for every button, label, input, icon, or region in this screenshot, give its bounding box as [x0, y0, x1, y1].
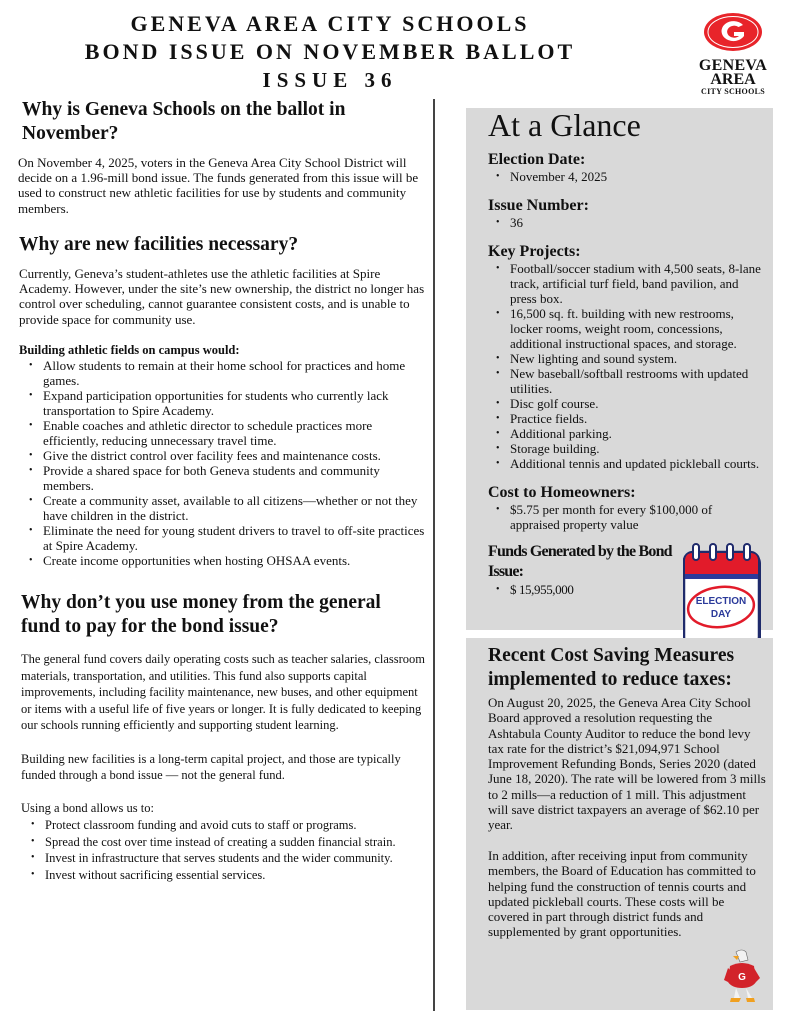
- logo-line-area: AREA: [710, 71, 756, 88]
- key-projects-label: Key Projects:: [488, 243, 581, 260]
- list-item: • Provide a shared space for both Geneva students and community members.: [43, 463, 429, 493]
- list-item: • Create a community asset, available to all citizens—whether or not they have children in the district.: [43, 493, 429, 523]
- tennis-courts-body: In addition, after receiving input from community members, the Board of Education has committed to helping fund the construction of tennis courts and updated pickleball courts. These costs will be covered in part through district funds and supplemented by grant opportunities.: [488, 847, 756, 940]
- bond-benefits-list: [21, 817, 431, 883]
- eagle-mascot-icon: [722, 948, 764, 1004]
- issue-number-value: • 36: [510, 215, 763, 230]
- list-item: • New baseball/softball restrooms with updated utilities.: [510, 366, 763, 396]
- list-item: • Spread the cost over time instead of creating a sudden financial strain.: [45, 834, 431, 851]
- list-item: • Additional parking.: [510, 426, 763, 441]
- section-ballot-body: On November 4, 2025, voters in the Geneva Area City School District will decide on a 1.96-mill bond issue. The funds generated from this issue will be used to construct new athletic facilities for use by students and community members.: [18, 155, 419, 216]
- list-item: • Invest in infrastructure that serves students and the wider community.: [45, 850, 431, 867]
- list-item: • Disc golf course.: [510, 396, 763, 411]
- list-item: • 16,500 sq. ft. building with new restrooms, locker rooms, weight room, concessions, additional instructional spaces, and storage.: [510, 306, 763, 351]
- cost-list: [488, 502, 760, 532]
- logo-line-city-schools: CITY SCHOOLS: [701, 87, 765, 96]
- list-item: • Eliminate the need for young student drivers to travel to off-site practices at Spire Academy.: [43, 523, 429, 553]
- bond-benefits-intro: Using a bond allows us to:: [21, 801, 154, 816]
- district-logo: [693, 12, 773, 100]
- cost-saving-heading: Recent Cost Saving Measures implemented to reduce taxes:: [488, 645, 735, 690]
- funds-value: • $ 15,955,000: [510, 582, 763, 597]
- section-facilities-body: Currently, Geneva’s student-athletes use the athletic facilities at Spire Academy. However, under the site’s new ownership, the district no longer has control over scheduling, cannot guarantee consistent costs, and is unable to provide space for community use.: [19, 266, 425, 327]
- masthead-subtitle: BOND ISSUE ON NOVEMBER BALLOT: [84, 39, 576, 64]
- key-projects-list: [488, 261, 763, 471]
- cost-value: • $5.75 per month for every $100,000 of appraised property value: [510, 502, 760, 532]
- list-item: • Create income opportunities when hosting OHSAA events.: [43, 553, 429, 568]
- list-item: • Enable coaches and athletic director to schedule practices more efficiently, reducing unnecessary travel time.: [43, 418, 429, 448]
- section-facilities: [19, 233, 429, 568]
- list-item: • Expand participation opportunities for students who currently lack transportation to Spire Academy.: [43, 388, 429, 418]
- general-fund-body: The general fund covers daily operating costs such as teacher salaries, classroom materials, transportation, and utilities. This fund also supports capital improvements, including facility maintenance, new buses, and other equipment or items with a useful life of five years or longer. It is fully dedicated to keeping our schools running efficiently and supporting student learning.: [21, 652, 426, 733]
- funds-label: Funds Generated by the Bond Issue:: [488, 543, 672, 580]
- at-a-glance-title: At a Glance: [488, 107, 641, 143]
- masthead-issue: ISSUE 36: [262, 68, 398, 92]
- list-item: • New lighting and sound system.: [510, 351, 763, 366]
- issue-number-label: Issue Number:: [488, 197, 589, 214]
- section-ballot: [18, 98, 419, 216]
- calendar-line2: DAY: [710, 609, 732, 620]
- election-date-label: Election Date:: [488, 151, 586, 168]
- cost-label: Cost to Homeowners:: [488, 484, 636, 501]
- calendar-line1: ELECTION: [695, 596, 747, 607]
- capital-project-body: Building new facilities is a long-term capital project, and those are typically funded through a bond issue — not the general fund.: [21, 751, 401, 783]
- election-date-value: • November 4, 2025: [510, 169, 763, 184]
- list-item: • Storage building.: [510, 441, 763, 456]
- masthead: [0, 10, 660, 94]
- column-divider: [433, 99, 435, 1011]
- masthead-title: GENEVA AREA CITY SCHOOLS: [130, 11, 530, 36]
- list-item: • Give the district control over facility fees and maintenance costs.: [43, 448, 429, 463]
- section-general-fund: [21, 591, 431, 883]
- benefits-subheading: Building athletic fields on campus would:: [19, 342, 240, 357]
- tax-reduction-body: On August 20, 2025, the Geneva Area City School Board approved a resolution requesting the Ashtabula County Auditor to reduce the bond levy tax rate for the district’s $21,094,971 School Improvement Refunding Bonds, Series 2020 (dated June 18, 2020). The rate will be lowered from 3 mills to 2 mills—a reduction of 1 mill. This adjustment will save district taxpayers an average of $62.10 per year.: [488, 695, 766, 833]
- election-day-calendar-icon: [683, 540, 763, 652]
- list-item: • Invest without sacrificing essential services.: [45, 867, 431, 884]
- section-ballot-heading: Why is Geneva Schools on the ballot in November?: [22, 99, 346, 144]
- election-date-list: [488, 169, 763, 184]
- list-item: • Protect classroom funding and avoid cuts to staff or programs.: [45, 817, 431, 834]
- list-item: • Football/soccer stadium with 4,500 seats, 8-lane track, artificial turf field, band pavilion, and press box.: [510, 261, 763, 306]
- list-item: • Practice fields.: [510, 411, 763, 426]
- g-oval-icon: [703, 12, 763, 52]
- mascot-letter: G: [738, 972, 746, 983]
- logo-line-geneva: GENEVA: [698, 57, 768, 74]
- section-general-fund-heading: Why don’t you use money from the general fund to pay for the bond issue?: [21, 592, 381, 637]
- benefits-list: [19, 358, 429, 568]
- list-item: • Allow students to remain at their home school for practices and home games.: [43, 358, 429, 388]
- list-item: • Additional tennis and updated pickleball courts.: [510, 456, 763, 471]
- issue-number-list: [488, 215, 763, 230]
- section-facilities-heading: Why are new facilities necessary?: [19, 234, 299, 255]
